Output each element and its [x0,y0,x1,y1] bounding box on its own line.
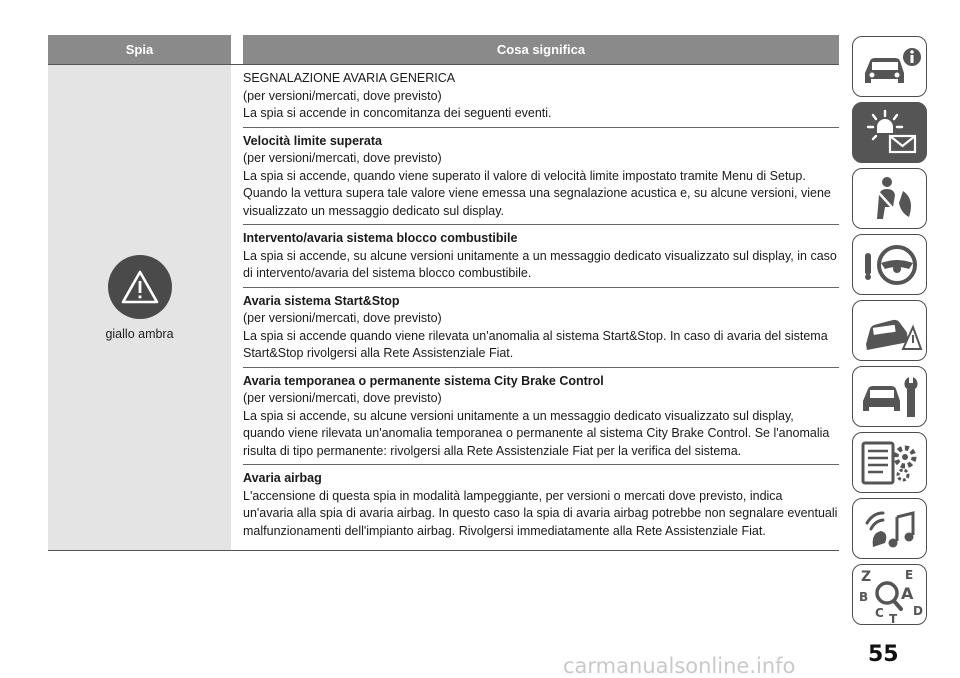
svg-text:D: D [912,603,923,618]
entry-title: SEGNALAZIONE AVARIA GENERICA [243,71,456,85]
warning-triangle-icon [108,255,172,319]
entry-airbag [243,465,839,550]
entry-line: La spia si accende, quando viene superato il valore di velocità limite impostato tramite Menu di Setup. [243,168,806,183]
entry-line: risulta di tipo permanente: rivolgersi alla Rete Assistenziale Fiat per la verifica del sistema. [243,443,742,458]
multimedia-icon [857,503,923,555]
tab-car-info[interactable] [852,36,927,97]
tab-warning-lights[interactable] [852,102,927,163]
svg-text:A: A [900,583,913,603]
car-maintenance-icon [857,371,923,423]
entry-line: La spia si accende, su alcune versioni unitamente a un messaggio dedicato visualizzato sul display, [243,408,794,423]
svg-text:Z: Z [860,568,871,585]
entry-line: (per versioni/mercati, dove previsto) [243,151,442,165]
entry-line: (per versioni/mercati, dove previsto) [243,311,442,325]
header-cosa-significa: Cosa significa [231,35,839,64]
svg-text:B: B [858,589,868,604]
warning-color-label: giallo ambra [105,326,174,341]
warning-lights-table [48,35,839,551]
table-header [48,35,839,65]
svg-text:C: C [874,605,884,620]
entry-line: Quando la vettura supera tale valore viene emessa una segnalazione acustica e, su alcune versioni, viene [243,186,831,200]
index-icon [857,567,923,623]
entry-title: Intervento/avaria sistema blocco combustibile [243,231,518,245]
entry-line: quando viene rilevata un'anomalia temporanea o permanente al sistema City Brake Control. Se l'anomalia [243,426,830,440]
entry-line: (per versioni/mercati, dove previsto) [243,88,442,103]
entry-line: L'accensione di questa spia in modalità lampeggiante, per versioni o mercati dove previsto, indica [243,488,783,503]
entry-generic-fault [243,65,839,128]
entry-title: Velocità limite superata [243,133,382,148]
tab-index[interactable] [852,564,927,625]
tab-technical-data[interactable] [852,432,927,493]
entry-title: Avaria airbag [243,471,322,485]
table-body [48,65,839,550]
emergency-car-icon [857,305,923,357]
entry-line: un'avaria alla spia di avaria airbag. In questo caso la spia di avaria airbag potrebbe non segnalare eventuali [243,506,838,520]
entry-speed-limit [243,128,839,226]
entry-line: La spia si accende quando viene rilevata un'anomalia al sistema Start&Stop. In caso di avaria del sistema [243,328,828,343]
watermark: carmanualsonline.info [563,654,796,678]
entry-start-stop [243,288,839,368]
svg-text:E: E [904,567,913,582]
entry-line: di intervento/avaria del sistema blocco combustibile. [243,266,532,280]
tab-maintenance[interactable] [852,366,927,427]
entry-line: visualizzato un messaggio dedicato sul display. [243,203,505,218]
entry-title: Avaria temporanea o permanente sistema City Brake Control [243,373,604,388]
warning-lights-icon [857,107,923,159]
entry-line: La spia si accende in concomitanza dei seguenti eventi. [243,106,552,120]
steering-wheel-icon [857,239,923,291]
entry-fuel-cutoff [243,225,839,288]
entry-line: malfunzionamenti dell'impianto airbag. Rivolgersi immediatamente alla Rete Assistenziale Fiat. [243,523,766,538]
header-spia: Spia [125,42,154,57]
tab-safety[interactable] [852,168,927,229]
safety-seatbelt-icon [857,173,923,225]
tab-multimedia[interactable] [852,498,927,559]
tab-emergency[interactable] [852,300,927,361]
tab-starting-driving[interactable] [852,234,927,295]
svg-text:T: T [888,611,897,623]
technical-data-icon [857,437,923,489]
description-column [243,65,839,550]
car-info-icon [857,43,923,91]
warning-light-cell [48,65,231,550]
entry-title: Avaria sistema Start&Stop [243,293,400,308]
entry-line: (per versioni/mercati, dove previsto) [243,391,442,405]
entry-line: La spia si accende, su alcune versioni unitamente a un messaggio dedicato visualizzato sul display, in caso [243,248,837,263]
entry-city-brake [243,368,839,466]
page-number: 55 [868,642,899,667]
entry-line: Start&Stop rivolgersi alla Rete Assistenziale Fiat. [243,346,514,360]
